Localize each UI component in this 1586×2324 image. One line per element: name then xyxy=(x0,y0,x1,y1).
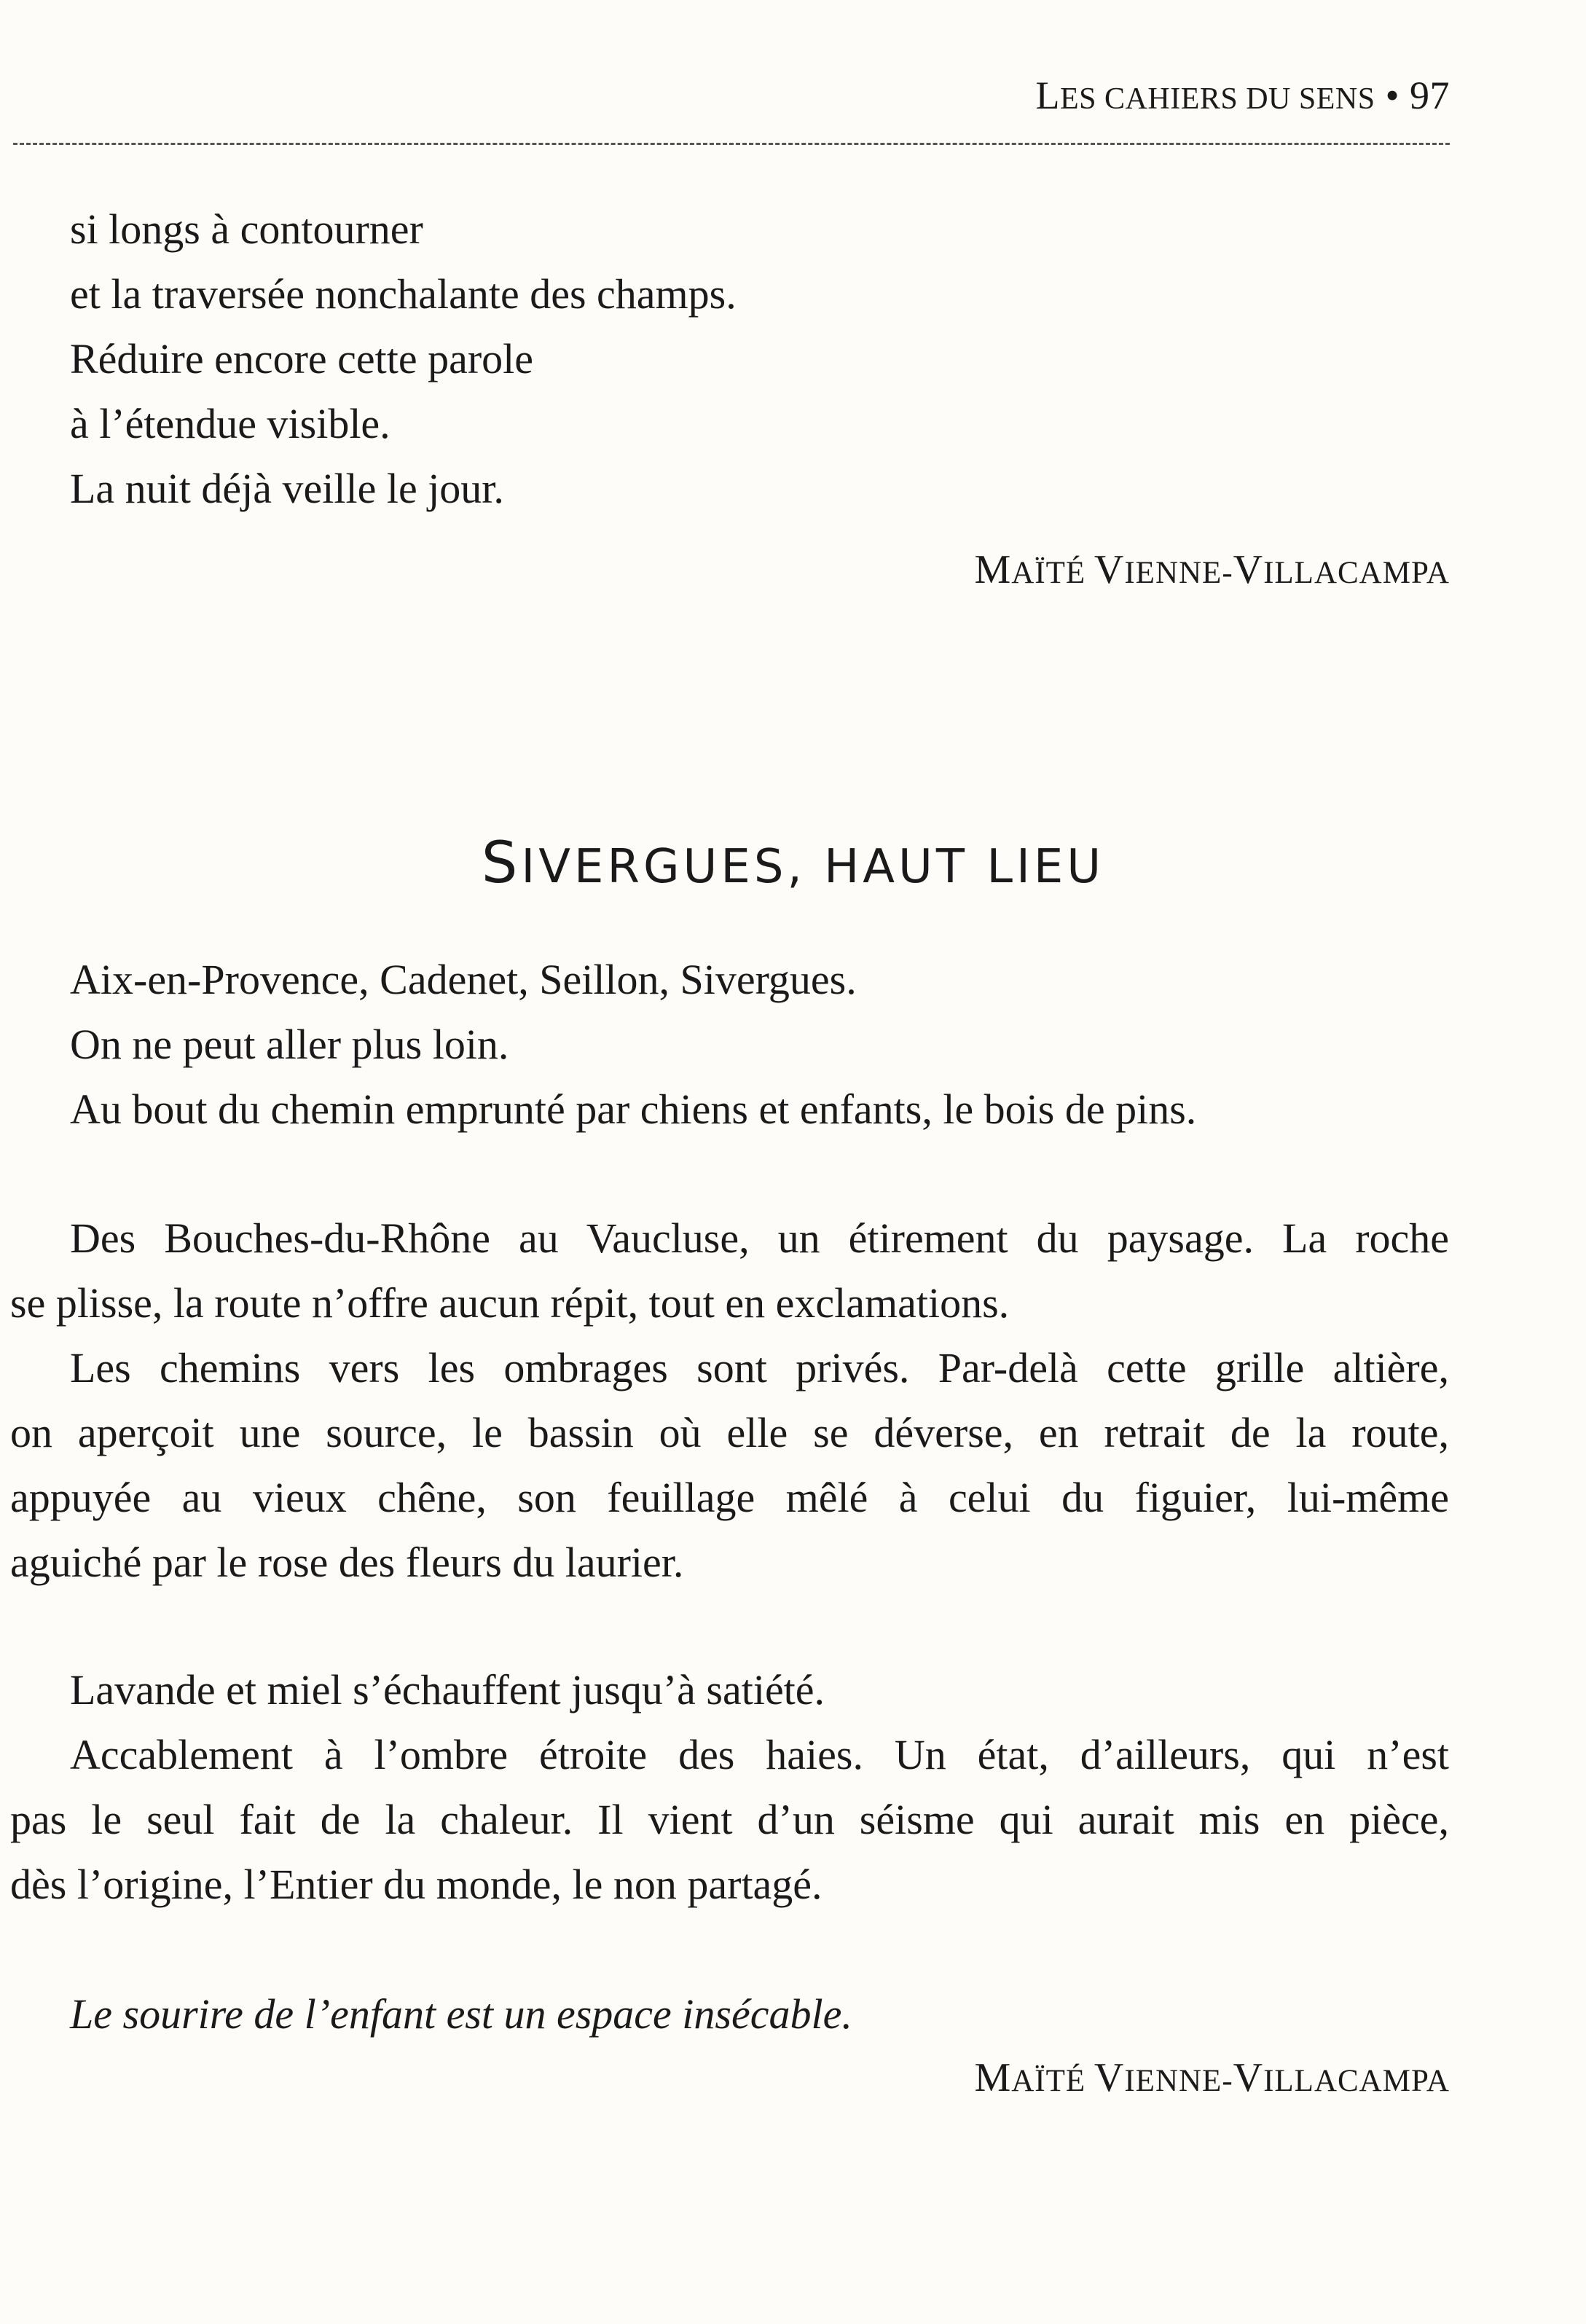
sig-initial: V xyxy=(1233,2055,1264,2100)
running-title xyxy=(1036,74,1375,117)
sig-rest: IENNE- xyxy=(1124,556,1233,590)
paragraph-line: on aperçoit une source, le bassin où elle se déverse, en retrait de la route, xyxy=(10,1409,1449,1456)
running-header xyxy=(0,73,1450,118)
paragraph-line: Lavande et miel s’échauffent jusqu’à satiété. xyxy=(70,1666,825,1713)
paragraph-line: Les chemins vers les ombrages sont privés. Par-delà cette grille altière, xyxy=(70,1344,1449,1391)
sig-initial: V xyxy=(1094,547,1125,592)
closing-line xyxy=(70,1982,1454,2046)
stanza-line: Au bout du chemin emprunté par chiens et enfants, le bois de pins. xyxy=(70,1086,1197,1133)
paragraph-4 xyxy=(10,1722,1449,1917)
poem-line: Réduire encore cette parole xyxy=(70,335,534,382)
running-title-initial: L xyxy=(1035,74,1061,117)
paragraph-3 xyxy=(70,1657,1454,1722)
sig-rest: AÏTÉ xyxy=(1011,2064,1094,2098)
sig-rest: ILLACAMPA xyxy=(1263,556,1450,590)
paragraph-line: se plisse, la route n’offre aucun répit, tout en exclamations. xyxy=(10,1279,1010,1327)
header-dashed-rule xyxy=(13,143,1450,145)
stanza-line: Aix-en-Provence, Cadenet, Seillon, Sivergues. xyxy=(70,956,857,1003)
paragraph-line: appuyée au vieux chêne, son feuillage mêlé à celui du figuier, lui-même xyxy=(10,1474,1449,1521)
author-signature-1 xyxy=(974,546,1450,593)
stanza-line: On ne peut aller plus loin. xyxy=(70,1021,509,1068)
title-initial: S xyxy=(481,831,522,896)
paragraph-line: Accablement à l’ombre étroite des haies. Un état, d’ailleurs, qui n’est xyxy=(70,1731,1449,1778)
stanza-1 xyxy=(70,947,1454,1142)
poem-line: si longs à contourner xyxy=(70,205,423,253)
paragraph-line: Des Bouches-du-Rhône au Vaucluse, un étirement du paysage. La roche xyxy=(70,1214,1449,1262)
running-title-rest: ES CAHIERS DU SENS xyxy=(1060,82,1375,116)
sig-rest: IENNE- xyxy=(1124,2064,1233,2098)
closing-italic-line: Le sourire de l’enfant est un espace insécable. xyxy=(70,1990,852,2038)
poem-continuation xyxy=(70,197,1454,521)
page-number: 97 xyxy=(1410,74,1450,117)
paragraph-line: aguiché par le rose des fleurs du laurier. xyxy=(10,1539,684,1586)
author-signature-2 xyxy=(974,2054,1450,2101)
paragraph-line: dès l’origine, l’Entier du monde, le non partagé. xyxy=(10,1861,823,1908)
sig-rest: AÏTÉ xyxy=(1011,556,1094,590)
header-bullet: • xyxy=(1385,74,1399,117)
sig-rest: ILLACAMPA xyxy=(1263,2064,1450,2098)
sig-initial: V xyxy=(1094,2055,1125,2100)
sig-initial: V xyxy=(1233,547,1264,592)
poem-line: à l’étendue visible. xyxy=(70,400,390,447)
paragraph-1 xyxy=(10,1206,1449,1335)
sig-initial: M xyxy=(974,2055,1012,2100)
poem-line: La nuit déjà veille le jour. xyxy=(70,465,504,512)
paragraph-2 xyxy=(10,1335,1449,1595)
sig-initial: M xyxy=(974,547,1012,592)
title-rest: IVERGUES, HAUT LIEU xyxy=(521,840,1105,894)
paragraph-line: pas le seul fait de la chaleur. Il vient d’un séisme qui aurait mis en pièce, xyxy=(10,1796,1449,1843)
poem-line: et la traversée nonchalante des champs. xyxy=(70,270,737,318)
piece-title xyxy=(0,831,1586,896)
